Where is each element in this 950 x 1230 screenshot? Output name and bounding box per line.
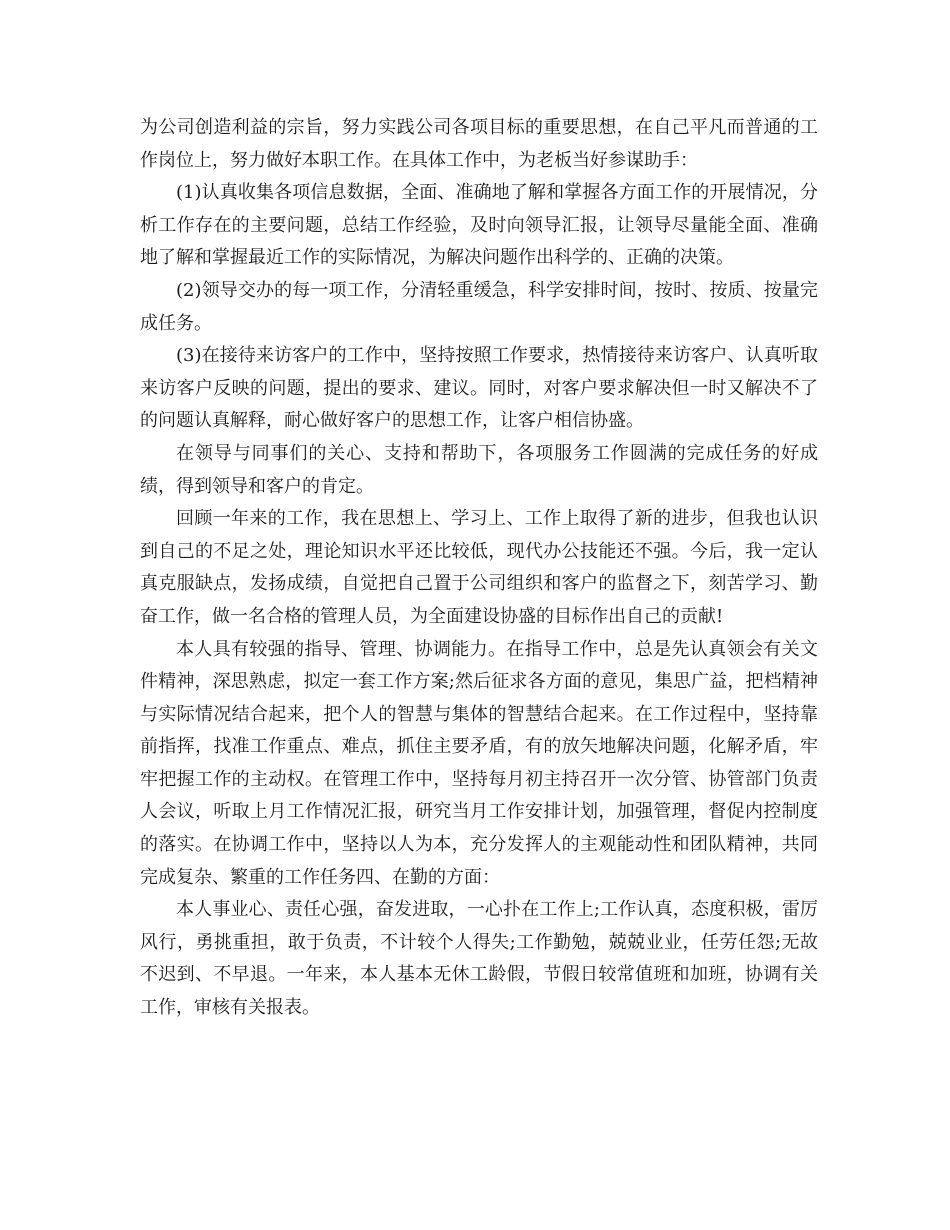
paragraph-continuation: 为公司创造利益的宗旨，努力实践公司各项目标的重要思想，在自己平凡而普通的工作岗位上，努力做好本职工作。在具体工作中，为老板当好参谋助手： [140, 117, 818, 171]
document-body [140, 112, 818, 1025]
paragraph-item-1: (1)认真收集各项信息数据，全面、准确地了解和掌握各方面工作的开展情况，分析工作存在的主要问题，总结工作经验，及时向领导汇报，让领导尽量能全面、准确地了解和掌握最近工作的实际情况，为解决问题作出科学的、正确的决策。 [140, 182, 818, 269]
paragraph-diligence: 本人事业心、责任心强，奋发进取，一心扑在工作上;工作认真，态度积极，雷厉风行，勇挑重担，敢于负责，不计较个人得失;工作勤勉，兢兢业业，任劳任怨;无故不迟到、不早退。一年来，本人基本无休工龄假，节假日较常值班和加班，协调有关工作，审核有关报表。 [140, 899, 819, 1019]
paragraph-review: 回顾一年来的工作，我在思想上、学习上、工作上取得了新的进步，但我也认识到自己的不足之处，理论知识水平还比较低，现代办公技能还不强。今后，我一定认真克服缺点，发扬成绩，自觉把自己置于公司组织和客户的监督之下，刻苦学习、勤奋工作，做一名合格的管理人员，为全面建设协盛的目标作出自己的贡献! [140, 508, 818, 627]
paragraph-item-2: (2)领导交办的每一项工作，分清轻重缓急，科学安排时间，按时、按质、按量完成任务。 [140, 279, 818, 334]
paragraph-item-3: (3)在接待来访客户的工作中，坚持按照工作要求，热情接待来访客户、认真听取来访客户反映的问题，提出的要求、建议。同时，对客户要求解决但一时又解决不了的问题认真解释，耐心做好客户的思想工作，让客户相信协盛。 [140, 345, 818, 432]
paragraph-ability: 本人具有较强的指导、管理、协调能力。在指导工作中，总是先认真领会有关文件精神，深思熟虑，拟定一套工作方案;然后征求各方面的意见，集思广益，把档精神与实际情况结合起来，把个人的智慧与集体的智慧结合起来。在工作过程中，坚持靠前指挥，找准工作重点、难点，抓住主要矛盾，有的放矢地解决问题，化解矛盾，牢牢把握工作的主动权。在管理工作中，坚持每月初主持召开一次分管、协管部门负责人会议，听取上月工作情况汇报，研究当月工作安排计划，加强管理，督促内控制度的落实。在协调工作中，坚持以人为本，充分发挥人的主观能动性和团队精神，共同完成复杂、繁重的工作任务四、在勤的方面： [140, 638, 818, 888]
paragraph-achievement: 在领导与同事们的关心、支持和帮助下，各项服务工作圆满的完成任务的好成绩，得到领导和客户的肯定。 [140, 442, 818, 497]
